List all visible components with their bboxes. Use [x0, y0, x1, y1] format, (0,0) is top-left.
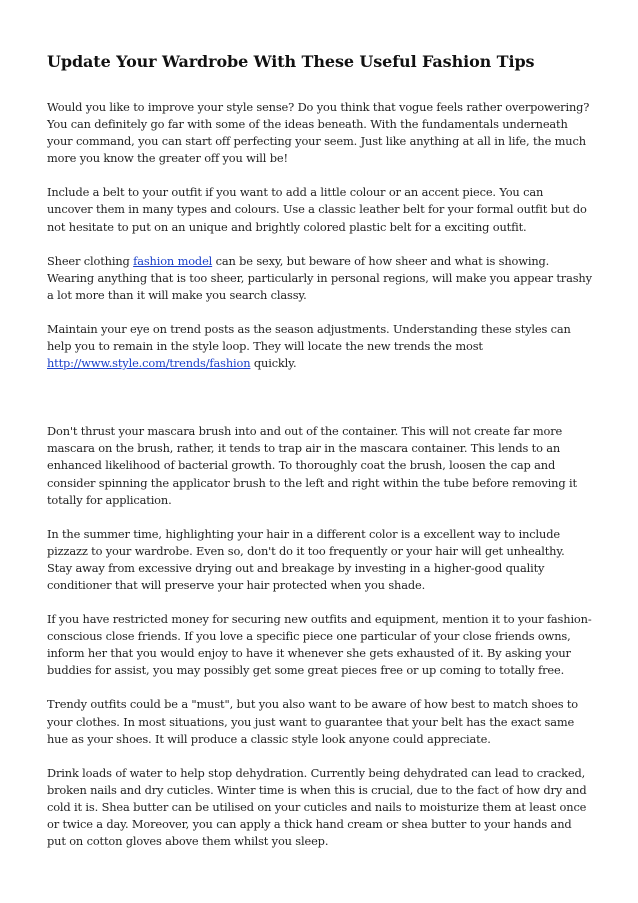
page-title: Update Your Wardrobe With These Useful Fashion Tips: [47, 52, 535, 71]
paragraph-trend-posts: [47, 321, 592, 372]
paragraph-trend-text-end: quickly.: [250, 356, 297, 371]
paragraph-intro: Would you like to improve your style sense? Do you think that vogue feels rather overpowering? You can definitely go far with some of the ideas beneath. With the fundamentals underneath your command, you can start off perfecting your seem. Just like anything at all in life, the much more you know the greater off you will be!: [47, 100, 590, 166]
document-page: [47, 0, 592, 867]
paragraph-budget: If you have restricted money for securing new outfits and equipment, mention it to your fashion-conscious close friends. If you love a specific piece one particular of your close friends owns, inform her that you would enjoy to have it whenever she gets exhausted of it. By asking your buddies for assist, you may possibly get some great pieces free or up coming to totally free.: [47, 612, 592, 678]
paragraph-sheer-text-start: Sheer clothing: [47, 253, 134, 268]
style-trends-link[interactable]: http://www.style.com/trends/fashion: [47, 356, 251, 371]
paragraph-shoes: Trendy outfits could be a "must", but you also want to be aware of how best to match shoes to your clothes. In most situations, you just want to guarantee that your belt has the exact same hue as your shoes. It will produce a classic style look anyone could appreciate.: [47, 697, 578, 746]
paragraph-sheer-clothing: [47, 253, 592, 304]
paragraph-sheer-text-end: can be sexy, but beware of how sheer and what is showing. Wearing anything that is too sheer, particularly in personal regions, will make you appear trashy a lot more than it will make you search classy.: [47, 253, 592, 302]
blank-spacer: [47, 389, 592, 423]
paragraph-trend-text-start: Maintain your eye on trend posts as the season adjustments. Understanding these styles can help you to remain in the style loop. They will locate the new trends the most: [47, 321, 571, 354]
paragraph-belt: Include a belt to your outfit if you want to add a little colour or an accent piece. You can uncover them in many types and colours. Use a classic leather belt for your formal outfit but do not hesitate to put on an unique and brightly colored plastic belt for a exciting outfit.: [47, 185, 587, 234]
article-body: [47, 99, 592, 850]
paragraph-mascara: Don't thrust your mascara brush into and out of the container. This will not create far more mascara on the brush, rather, it tends to trap air in the mascara container. This lends to an enhanced likelihood of bacterial growth. To thoroughly coat the brush, loosen the cap and consider spinning the applicator brush to the left and right within the tube before removing it totally for application.: [47, 424, 577, 507]
paragraph-hair-color: In the summer time, highlighting your hair in a different color is a excellent way to include pizzazz to your wardrobe. Even so, don't do it too frequently or your hair will get unhealthy. Stay away from excessive drying out and breakage by investing in a higher-good quality conditioner that will preserve your hair protected when you shade.: [47, 526, 565, 592]
fashion-model-link[interactable]: fashion model: [133, 253, 213, 268]
paragraph-hydration: Drink loads of water to help stop dehydration. Currently being dehydrated can lead to cracked, broken nails and dry cuticles. Winter time is when this is crucial, due to the fact of how dry and cold it is. Shea butter can be utilised on your cuticles and nails to moisturize them at least once or twice a day. Moreover, you can apply a thick hand cream or shea butter to your hands and put on cotton gloves above them whilst you sleep.: [47, 765, 587, 849]
